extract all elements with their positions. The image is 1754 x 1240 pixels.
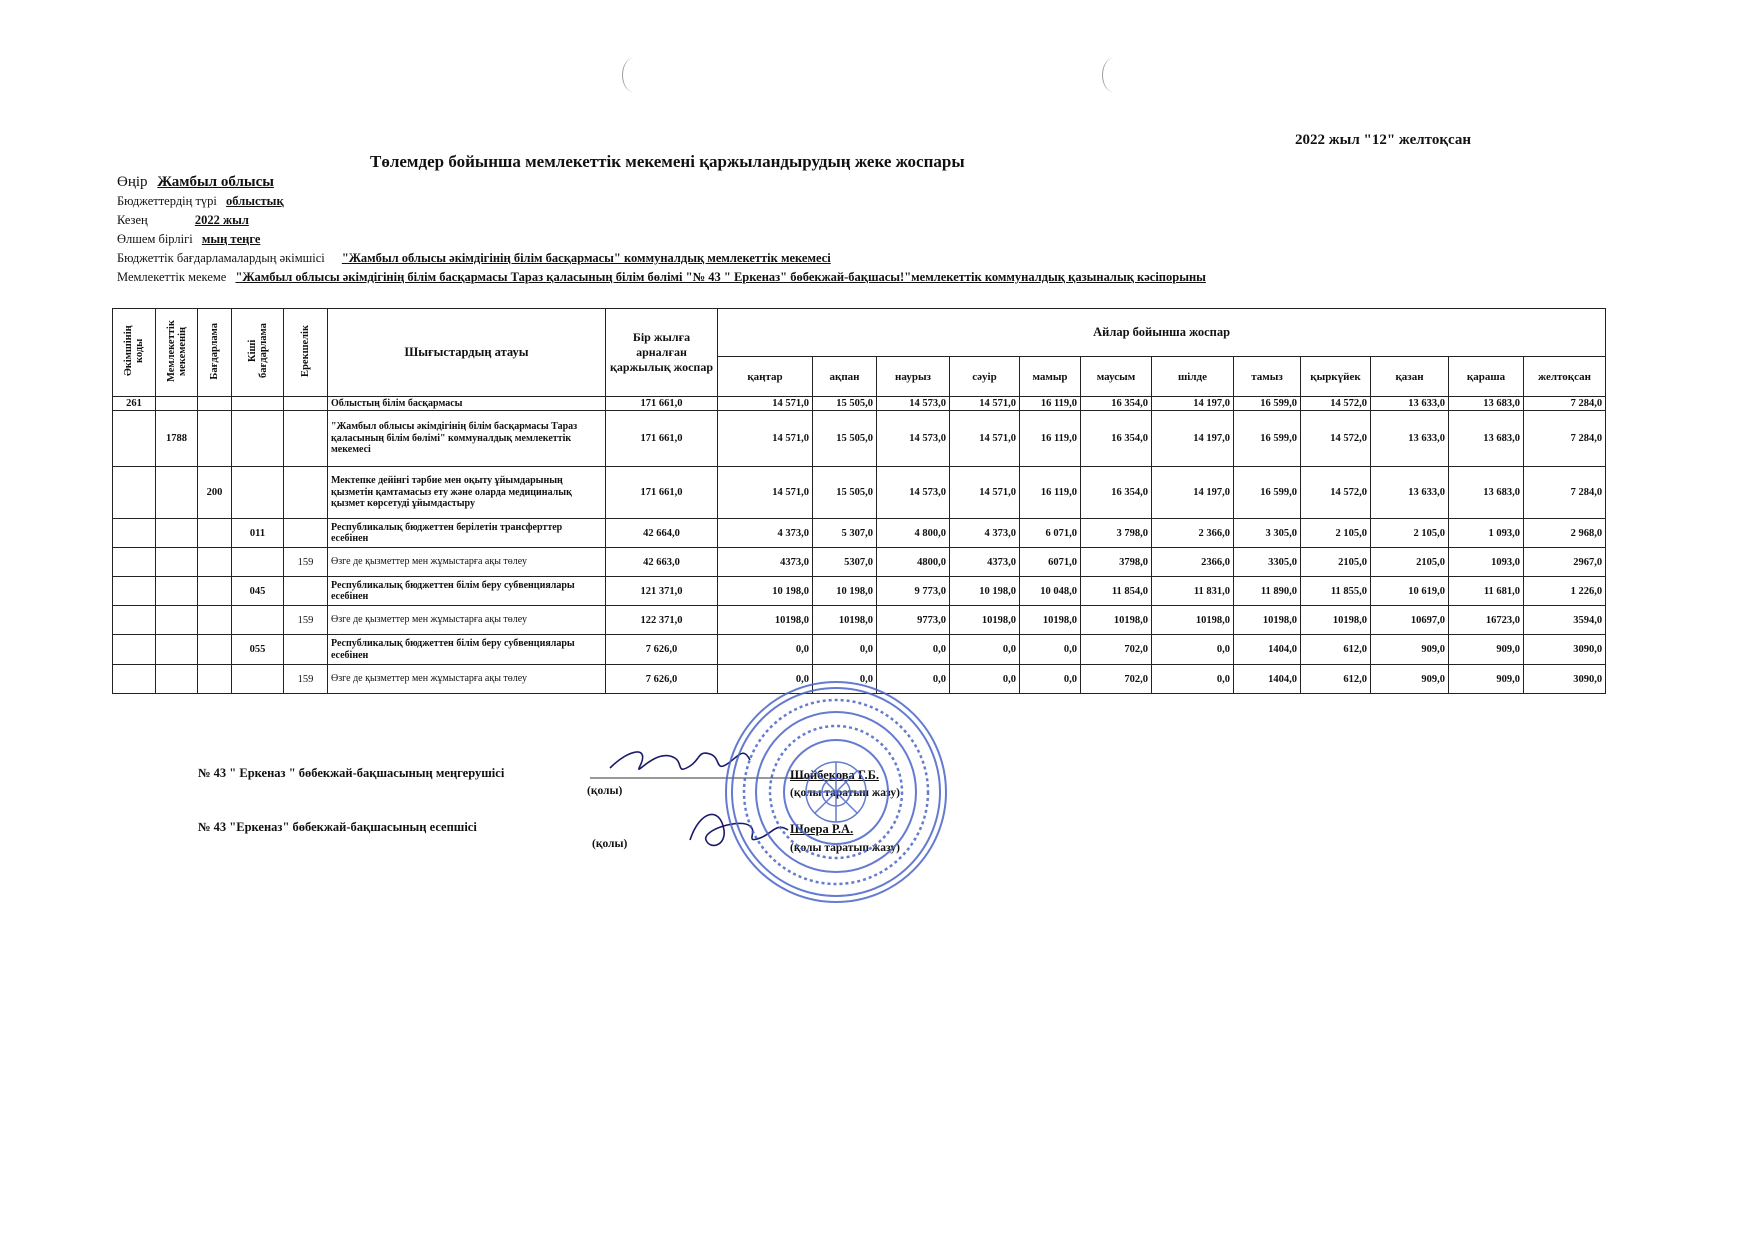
expense-name-cell: Өзге де қызметтер мен жұмыстарға ақы төлеу bbox=[328, 606, 606, 635]
expense-name-cell: Мектепке дейінгі тәрбие мен оқыту ұйымдарының қызметін қамтамасыз ету және оларда медициналық қызмет көрсетуді ұйымдастыру bbox=[328, 467, 606, 519]
head-signature-caption: (қолы) bbox=[587, 785, 623, 797]
month-value-cell: 2 968,0 bbox=[1524, 519, 1606, 548]
official-stamp bbox=[722, 678, 950, 906]
code-cell bbox=[198, 577, 232, 606]
table-row bbox=[113, 467, 1606, 519]
month-value-cell: 14 197,0 bbox=[1152, 397, 1234, 411]
header-admin-code: Әкімшінің коды bbox=[113, 309, 156, 397]
admin-label: Бюджеттік бағдарламалардың әкімшісі bbox=[117, 251, 325, 265]
month-value-cell: 10 198,0 bbox=[813, 577, 877, 606]
month-value-cell: 2 366,0 bbox=[1152, 519, 1234, 548]
month-value-cell: 13 683,0 bbox=[1449, 397, 1524, 411]
month-value-cell: 10 619,0 bbox=[1371, 577, 1449, 606]
code-cell bbox=[156, 577, 198, 606]
code-cell bbox=[198, 635, 232, 665]
month-value-cell: 0,0 bbox=[813, 665, 877, 694]
annual-plan-cell: 121 371,0 bbox=[606, 577, 718, 606]
month-value-cell: 0,0 bbox=[1020, 665, 1081, 694]
month-value-cell: 16 119,0 bbox=[1020, 411, 1081, 467]
month-value-cell: 16 354,0 bbox=[1081, 397, 1152, 411]
month-value-cell: 4800,0 bbox=[877, 548, 950, 577]
month-value-cell: 10198,0 bbox=[718, 606, 813, 635]
month-value-cell: 13 683,0 bbox=[1449, 411, 1524, 467]
month-value-cell: 14 573,0 bbox=[877, 467, 950, 519]
month-value-cell: 11 854,0 bbox=[1081, 577, 1152, 606]
month-value-cell: 11 855,0 bbox=[1301, 577, 1371, 606]
month-value-cell: 16 354,0 bbox=[1081, 411, 1152, 467]
code-cell: 045 bbox=[232, 577, 284, 606]
header-institution-code: Мемлекеттік мекеменің bbox=[156, 309, 198, 397]
document-title: Төлемдер бойынша мемлекеттік мекемені қаржыландырудың жеке жоспары bbox=[370, 152, 965, 171]
month-value-cell: 11 890,0 bbox=[1234, 577, 1301, 606]
month-value-cell: 2967,0 bbox=[1524, 548, 1606, 577]
month-header: шілде bbox=[1152, 357, 1234, 397]
code-cell bbox=[156, 519, 198, 548]
code-cell bbox=[113, 665, 156, 694]
budget-type-label: Бюджеттердің түрі bbox=[117, 194, 217, 208]
month-header: мамыр bbox=[1020, 357, 1081, 397]
institution-label: Мемлекеттік мекеме bbox=[117, 270, 227, 284]
code-cell bbox=[232, 467, 284, 519]
region-label: Өңір bbox=[117, 174, 148, 190]
month-value-cell: 13 683,0 bbox=[1449, 467, 1524, 519]
code-cell bbox=[156, 548, 198, 577]
month-value-cell: 612,0 bbox=[1301, 665, 1371, 694]
code-cell: 011 bbox=[232, 519, 284, 548]
month-value-cell: 3 798,0 bbox=[1081, 519, 1152, 548]
month-value-cell: 5 307,0 bbox=[813, 519, 877, 548]
code-cell bbox=[198, 665, 232, 694]
header-annual-plan: Бір жылға арналған қаржылық жоспар bbox=[606, 309, 718, 397]
month-value-cell: 2105,0 bbox=[1301, 548, 1371, 577]
month-value-cell: 10198,0 bbox=[1152, 606, 1234, 635]
code-cell bbox=[198, 606, 232, 635]
month-value-cell: 16 354,0 bbox=[1081, 467, 1152, 519]
head-name: Шойбекова Г.Б. bbox=[790, 768, 879, 782]
admin-value: "Жамбыл облысы әкімдігінің білім басқармасы" коммуналдық мемлекеттік мекемесі bbox=[341, 251, 831, 265]
month-header: маусым bbox=[1081, 357, 1152, 397]
header-monthly-plan: Айлар бойынша жоспар bbox=[718, 309, 1606, 357]
head-name-caption: (қолы таратып жазу) bbox=[790, 787, 900, 799]
month-value-cell: 14 572,0 bbox=[1301, 411, 1371, 467]
table-row bbox=[113, 548, 1606, 577]
code-cell: 1788 bbox=[156, 411, 198, 467]
month-value-cell: 0,0 bbox=[1152, 635, 1234, 665]
code-cell bbox=[284, 467, 328, 519]
code-cell bbox=[232, 665, 284, 694]
code-cell bbox=[113, 606, 156, 635]
month-value-cell: 909,0 bbox=[1449, 635, 1524, 665]
accountant-signature-caption: (қолы) bbox=[592, 838, 628, 850]
code-cell bbox=[284, 411, 328, 467]
code-cell: 055 bbox=[232, 635, 284, 665]
financing-plan-table bbox=[112, 308, 1606, 694]
month-value-cell: 6071,0 bbox=[1020, 548, 1081, 577]
code-cell: 159 bbox=[284, 606, 328, 635]
code-cell bbox=[156, 397, 198, 411]
month-value-cell: 16723,0 bbox=[1449, 606, 1524, 635]
code-cell bbox=[284, 635, 328, 665]
code-cell: 159 bbox=[284, 548, 328, 577]
month-value-cell: 15 505,0 bbox=[813, 411, 877, 467]
code-cell bbox=[113, 519, 156, 548]
month-value-cell: 13 633,0 bbox=[1371, 467, 1449, 519]
budget-type-value: облыстық bbox=[226, 194, 284, 208]
annual-plan-cell: 122 371,0 bbox=[606, 606, 718, 635]
month-value-cell: 14 571,0 bbox=[950, 397, 1020, 411]
month-value-cell: 10198,0 bbox=[1301, 606, 1371, 635]
month-value-cell: 909,0 bbox=[1371, 635, 1449, 665]
month-value-cell: 3798,0 bbox=[1081, 548, 1152, 577]
annual-plan-cell: 171 661,0 bbox=[606, 397, 718, 411]
month-value-cell: 14 572,0 bbox=[1301, 397, 1371, 411]
month-value-cell: 1404,0 bbox=[1234, 635, 1301, 665]
code-cell: 159 bbox=[284, 665, 328, 694]
code-cell bbox=[113, 577, 156, 606]
month-value-cell: 0,0 bbox=[1020, 635, 1081, 665]
table-row bbox=[113, 606, 1606, 635]
month-value-cell: 3090,0 bbox=[1524, 665, 1606, 694]
month-value-cell: 14 573,0 bbox=[877, 397, 950, 411]
month-value-cell: 0,0 bbox=[813, 635, 877, 665]
month-header: қазан bbox=[1371, 357, 1449, 397]
budget-type-line bbox=[117, 194, 284, 209]
month-value-cell: 3305,0 bbox=[1234, 548, 1301, 577]
month-value-cell: 0,0 bbox=[718, 665, 813, 694]
code-cell: 261 bbox=[113, 397, 156, 411]
month-value-cell: 10198,0 bbox=[1234, 606, 1301, 635]
month-value-cell: 702,0 bbox=[1081, 635, 1152, 665]
code-cell bbox=[113, 548, 156, 577]
month-value-cell: 5307,0 bbox=[813, 548, 877, 577]
code-cell bbox=[113, 411, 156, 467]
month-value-cell: 15 505,0 bbox=[813, 397, 877, 411]
month-value-cell: 2366,0 bbox=[1152, 548, 1234, 577]
institution-value: "Жамбыл облысы әкімдігінің білім басқармасы Тараз қаласының білім бөлімі "№ 43 " Еркеназ" бөбекжай-бақшасы!"мемлекеттік коммуналдық қазыналық кәсіпорыны bbox=[235, 270, 1206, 284]
month-value-cell: 7 284,0 bbox=[1524, 467, 1606, 519]
month-value-cell: 1093,0 bbox=[1449, 548, 1524, 577]
month-header: ақпан bbox=[813, 357, 877, 397]
month-value-cell: 13 633,0 bbox=[1371, 397, 1449, 411]
institution-line bbox=[117, 270, 1206, 285]
month-value-cell: 0,0 bbox=[718, 635, 813, 665]
period-value: 2022 жыл bbox=[194, 213, 249, 227]
month-value-cell: 10198,0 bbox=[1081, 606, 1152, 635]
table-row bbox=[113, 577, 1606, 606]
code-cell bbox=[232, 411, 284, 467]
expense-name-cell: Республикалық бюджеттен берілетін трансферттер есебінен bbox=[328, 519, 606, 548]
code-cell bbox=[232, 548, 284, 577]
month-value-cell: 14 571,0 bbox=[718, 467, 813, 519]
month-value-cell: 2 105,0 bbox=[1301, 519, 1371, 548]
month-value-cell: 7 284,0 bbox=[1524, 411, 1606, 467]
month-value-cell: 16 599,0 bbox=[1234, 467, 1301, 519]
month-value-cell: 702,0 bbox=[1081, 665, 1152, 694]
month-header: тамыз bbox=[1234, 357, 1301, 397]
month-value-cell: 14 197,0 bbox=[1152, 411, 1234, 467]
month-value-cell: 0,0 bbox=[877, 665, 950, 694]
code-cell bbox=[232, 397, 284, 411]
accountant-name: Шоера Р.А. bbox=[790, 822, 854, 836]
expense-name-cell: Республикалық бюджеттен білім беру субвенциялары есебінен bbox=[328, 635, 606, 665]
annual-plan-cell: 42 663,0 bbox=[606, 548, 718, 577]
month-value-cell: 16 119,0 bbox=[1020, 467, 1081, 519]
table-row bbox=[113, 397, 1606, 411]
month-value-cell: 14 571,0 bbox=[718, 411, 813, 467]
month-value-cell: 10 198,0 bbox=[718, 577, 813, 606]
accountant-name-caption: (қолы таратып жазу) bbox=[790, 842, 900, 854]
code-cell bbox=[198, 519, 232, 548]
month-value-cell: 13 633,0 bbox=[1371, 411, 1449, 467]
code-cell bbox=[284, 577, 328, 606]
month-value-cell: 4 800,0 bbox=[877, 519, 950, 548]
month-value-cell: 10 198,0 bbox=[950, 577, 1020, 606]
code-cell bbox=[232, 606, 284, 635]
month-value-cell: 0,0 bbox=[950, 635, 1020, 665]
punch-hole-left bbox=[622, 58, 645, 92]
month-value-cell: 10 048,0 bbox=[1020, 577, 1081, 606]
annual-plan-cell: 42 664,0 bbox=[606, 519, 718, 548]
month-value-cell: 1 226,0 bbox=[1524, 577, 1606, 606]
month-value-cell: 4 373,0 bbox=[950, 519, 1020, 548]
month-value-cell: 909,0 bbox=[1449, 665, 1524, 694]
expense-name-cell: Өзге де қызметтер мен жұмыстарға ақы төлеу bbox=[328, 548, 606, 577]
month-value-cell: 3594,0 bbox=[1524, 606, 1606, 635]
code-cell bbox=[156, 665, 198, 694]
month-header: сәуір bbox=[950, 357, 1020, 397]
month-value-cell: 16 599,0 bbox=[1234, 411, 1301, 467]
header-expense-name: Шығыстардың атауы bbox=[328, 309, 606, 397]
expense-name-cell: Республикалық бюджеттен білім беру субвенциялары есебінен bbox=[328, 577, 606, 606]
annual-plan-cell: 7 626,0 bbox=[606, 665, 718, 694]
table-row bbox=[113, 635, 1606, 665]
code-cell bbox=[156, 606, 198, 635]
admin-line bbox=[117, 251, 831, 266]
code-cell bbox=[284, 519, 328, 548]
document-date: 2022 жыл "12" желтоқсан bbox=[1295, 132, 1471, 148]
month-value-cell: 9773,0 bbox=[877, 606, 950, 635]
annual-plan-cell: 171 661,0 bbox=[606, 411, 718, 467]
month-value-cell: 10198,0 bbox=[813, 606, 877, 635]
table-row bbox=[113, 411, 1606, 467]
month-value-cell: 16 119,0 bbox=[1020, 397, 1081, 411]
month-value-cell: 11 831,0 bbox=[1152, 577, 1234, 606]
code-cell bbox=[284, 397, 328, 411]
month-value-cell: 14 571,0 bbox=[950, 467, 1020, 519]
header-specifics: Ерекшелік bbox=[284, 309, 328, 397]
month-value-cell: 3 305,0 bbox=[1234, 519, 1301, 548]
month-value-cell: 3090,0 bbox=[1524, 635, 1606, 665]
month-value-cell: 2 105,0 bbox=[1371, 519, 1449, 548]
month-header: желтоқсан bbox=[1524, 357, 1606, 397]
month-value-cell: 14 571,0 bbox=[718, 397, 813, 411]
code-cell bbox=[156, 467, 198, 519]
month-value-cell: 4 373,0 bbox=[718, 519, 813, 548]
month-value-cell: 0,0 bbox=[877, 635, 950, 665]
header-program: Бағдарлама bbox=[198, 309, 232, 397]
month-value-cell: 4373,0 bbox=[718, 548, 813, 577]
accountant-title: № 43 "Еркеназ" бөбекжай-бақшасының есепшісі bbox=[198, 820, 477, 834]
month-value-cell: 4373,0 bbox=[950, 548, 1020, 577]
month-value-cell: 1 093,0 bbox=[1449, 519, 1524, 548]
month-value-cell: 14 573,0 bbox=[877, 411, 950, 467]
month-value-cell: 0,0 bbox=[1152, 665, 1234, 694]
code-cell bbox=[198, 411, 232, 467]
code-cell bbox=[113, 635, 156, 665]
month-value-cell: 10697,0 bbox=[1371, 606, 1449, 635]
month-header: наурыз bbox=[877, 357, 950, 397]
unit-line bbox=[117, 232, 260, 247]
month-value-cell: 14 571,0 bbox=[950, 411, 1020, 467]
period-line bbox=[117, 213, 249, 228]
month-value-cell: 11 681,0 bbox=[1449, 577, 1524, 606]
month-value-cell: 14 197,0 bbox=[1152, 467, 1234, 519]
period-label: Кезең bbox=[117, 213, 148, 227]
month-value-cell: 2105,0 bbox=[1371, 548, 1449, 577]
month-value-cell: 1404,0 bbox=[1234, 665, 1301, 694]
code-cell bbox=[156, 635, 198, 665]
header-subprogram: Кіші бағдарлама bbox=[232, 309, 284, 397]
code-cell bbox=[198, 548, 232, 577]
punch-hole-right bbox=[1102, 58, 1125, 92]
month-value-cell: 10198,0 bbox=[1020, 606, 1081, 635]
annual-plan-cell: 7 626,0 bbox=[606, 635, 718, 665]
month-value-cell: 612,0 bbox=[1301, 635, 1371, 665]
month-value-cell: 14 572,0 bbox=[1301, 467, 1371, 519]
month-value-cell: 10198,0 bbox=[950, 606, 1020, 635]
unit-value: мың теңге bbox=[201, 232, 261, 246]
month-value-cell: 16 599,0 bbox=[1234, 397, 1301, 411]
head-title: № 43 " Еркеназ " бөбекжай-бақшасының меңгерушісі bbox=[198, 766, 505, 780]
month-header: қараша bbox=[1449, 357, 1524, 397]
month-header: қыркүйек bbox=[1301, 357, 1371, 397]
month-value-cell: 909,0 bbox=[1371, 665, 1449, 694]
code-cell bbox=[198, 397, 232, 411]
code-cell bbox=[113, 467, 156, 519]
region-value: Жамбыл облысы bbox=[157, 174, 274, 190]
unit-label: Өлшем бірлігі bbox=[117, 232, 193, 246]
expense-name-cell: "Жамбыл облысы әкімдігінің білім басқармасы Тараз қаласының білім бөлімі" коммуналдық мемлекеттік мекемесі bbox=[328, 411, 606, 467]
region-line bbox=[117, 174, 274, 191]
table-row bbox=[113, 519, 1606, 548]
month-value-cell: 6 071,0 bbox=[1020, 519, 1081, 548]
stamp-emblem bbox=[806, 762, 866, 822]
month-value-cell: 9 773,0 bbox=[877, 577, 950, 606]
month-header: қаңтар bbox=[718, 357, 813, 397]
annual-plan-cell: 171 661,0 bbox=[606, 467, 718, 519]
month-value-cell: 0,0 bbox=[950, 665, 1020, 694]
code-cell: 200 bbox=[198, 467, 232, 519]
table-body bbox=[113, 397, 1606, 694]
month-value-cell: 7 284,0 bbox=[1524, 397, 1606, 411]
expense-name-cell: Өзге де қызметтер мен жұмыстарға ақы төлеу bbox=[328, 665, 606, 694]
month-value-cell: 15 505,0 bbox=[813, 467, 877, 519]
expense-name-cell: Облыстың білім басқармасы bbox=[328, 397, 606, 411]
